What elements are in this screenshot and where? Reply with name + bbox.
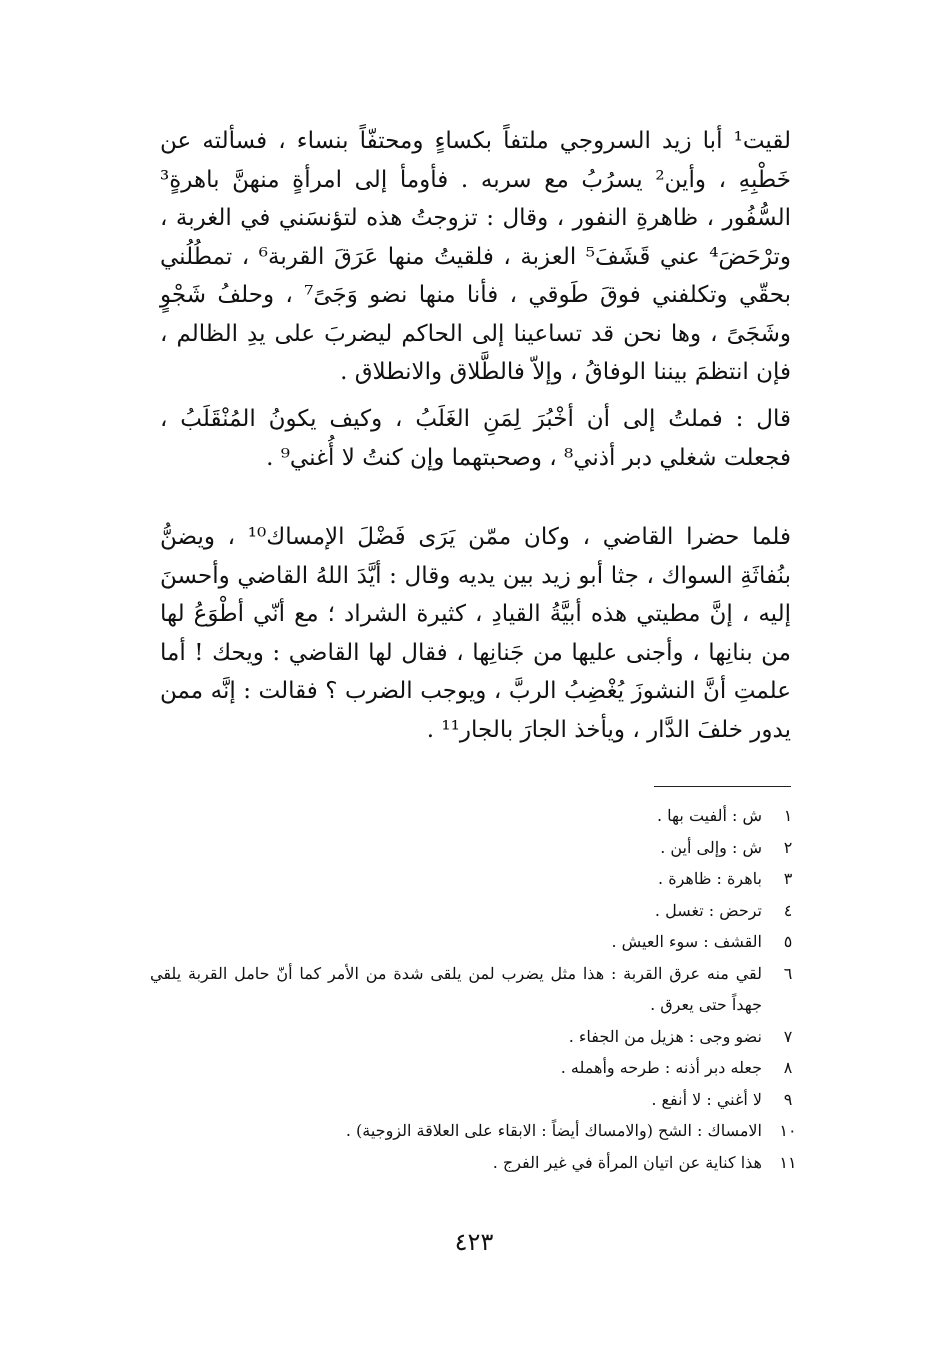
page-number: ٤٢٣ [454, 1228, 494, 1256]
footnote [150, 895, 810, 927]
footnote-text: القشف : سوء العيش . [611, 932, 762, 951]
footnote [150, 1021, 810, 1053]
footnote [150, 832, 810, 864]
footnote-number: ٤ [783, 900, 793, 920]
footnote-number: ٦ [783, 963, 793, 983]
footnote-text: ش : وإلى أين . [660, 837, 762, 857]
footnote-number: ٨ [783, 1058, 793, 1077]
footnote [150, 926, 810, 958]
paragraph: قال : فملتُ إلى أن أخْبُرَ لِمَنِ الغَلَبُ ، وكيف يكونُ المُنْقَلَبُ ، فجعلت شغلي دبر أذني⁸ ، وصحبتهما وإن كنتُ لا أُغني⁹ . [160, 406, 791, 471]
footnote-number: ٣ [783, 869, 793, 888]
footnote [150, 1084, 810, 1116]
paragraph: فلما حضرا القاضي ، وكان ممّن يَرَى فَضْلَ الإمساك¹⁰ ، ويضنُّ بنُفاثَةِ السواك ، جثا أبو زيد بين يديه وقال : أيَّدَ اللهُ القاضي وأحسنَ إليه ، إنَّ مطيتي هذه أبيَّةُ القيادِ ، كثيرة الشراد ؛ مع أنّي أطْوَعُ لها من بنانِها ، وأجنى عليها من جَنانِها ، فقال لها القاضي : ويحك ! أما علمتِ أنَّ النشوزَ يُغْضِبُ الربَّ ، ويوجب الضرب ؟ فقالت : إنَّه ممن يدور خلفَ الدَّار ، ويأخذ الجارَ بالجار¹¹ . [160, 524, 792, 743]
footnote-number: ٩ [783, 1089, 793, 1109]
footnote-number: ١٠ [779, 1121, 797, 1140]
footnote-number: ٥ [783, 932, 793, 951]
footnote-number: ٧ [783, 1026, 793, 1046]
footnote-separator [654, 786, 791, 787]
footnote [150, 863, 810, 895]
footnote-text: هذا كناية عن اتيان المرأة في غير الفرج . [492, 1152, 762, 1172]
footnote-text: لقي منه عرق القربة : هذا مثل يضرب لمن يلقى شدة من الأمر كما أنّ حامل القربة يلقي جهداً حتى يعرق . [150, 963, 762, 1014]
footnote-number: ١١ [779, 1152, 797, 1172]
footnote-text: باهرة : ظاهرة . [658, 869, 762, 888]
footnote [150, 1147, 810, 1179]
footnote-number: ١ [783, 806, 793, 825]
footnote-number: ٢ [783, 837, 793, 857]
footnote-text: نضو وجى : هزيل من الجفاء . [568, 1026, 762, 1046]
footnotes-list [150, 800, 810, 1178]
footnote-text: جعله دبر أذنه : طرحه وأهمله . [560, 1058, 762, 1077]
footnote [150, 800, 810, 832]
footnote [150, 1115, 810, 1147]
footnote-text: ترحض : تغسل . [654, 900, 762, 920]
paragraph: لقيت¹ أبا زيد السروجي ملتفاً بكساءٍ ومحتفّاً بنساء ، فسألته عن خَطْبِهِ ، وأين² يسرُبُ مع سربه . فأومأ إلى امرأةٍ منهنَّ باهرةٍ³ السُّفُور ، ظاهرةِ النفور ، وقال : تزوجتُ هذه لتؤنسَني في الغربة ، وترْحَضَ⁴ عني قَشَفَ⁵ العزبة ، فلقيتُ منها عَرَقَ القربة⁶ ، تمطُلُني بحقّي وتكلفني فوقَ طَوقي ، فأنا منها نضو وَجَىً⁷ ، وحلفُ شَجْوٍ وشَجَىً ، وها نحن قد تساعينا إلى الحاكم ليضربَ على يدِ الظالم ، فإن انتظمَ بيننا الوفاقُ ، وإلاّ فالطَّلاق والانطلاق . [160, 128, 792, 385]
footnote-text: ش : ألفيت بها . [656, 806, 762, 825]
footnote [150, 1052, 810, 1084]
footnote-text: الامساك : الشح (والامساك أيضاً : الابقاء على العلاقة الزوجية) . [345, 1121, 762, 1140]
footnote-text: لا أغني : لا أنفع . [651, 1089, 762, 1109]
footnote [150, 958, 810, 1021]
